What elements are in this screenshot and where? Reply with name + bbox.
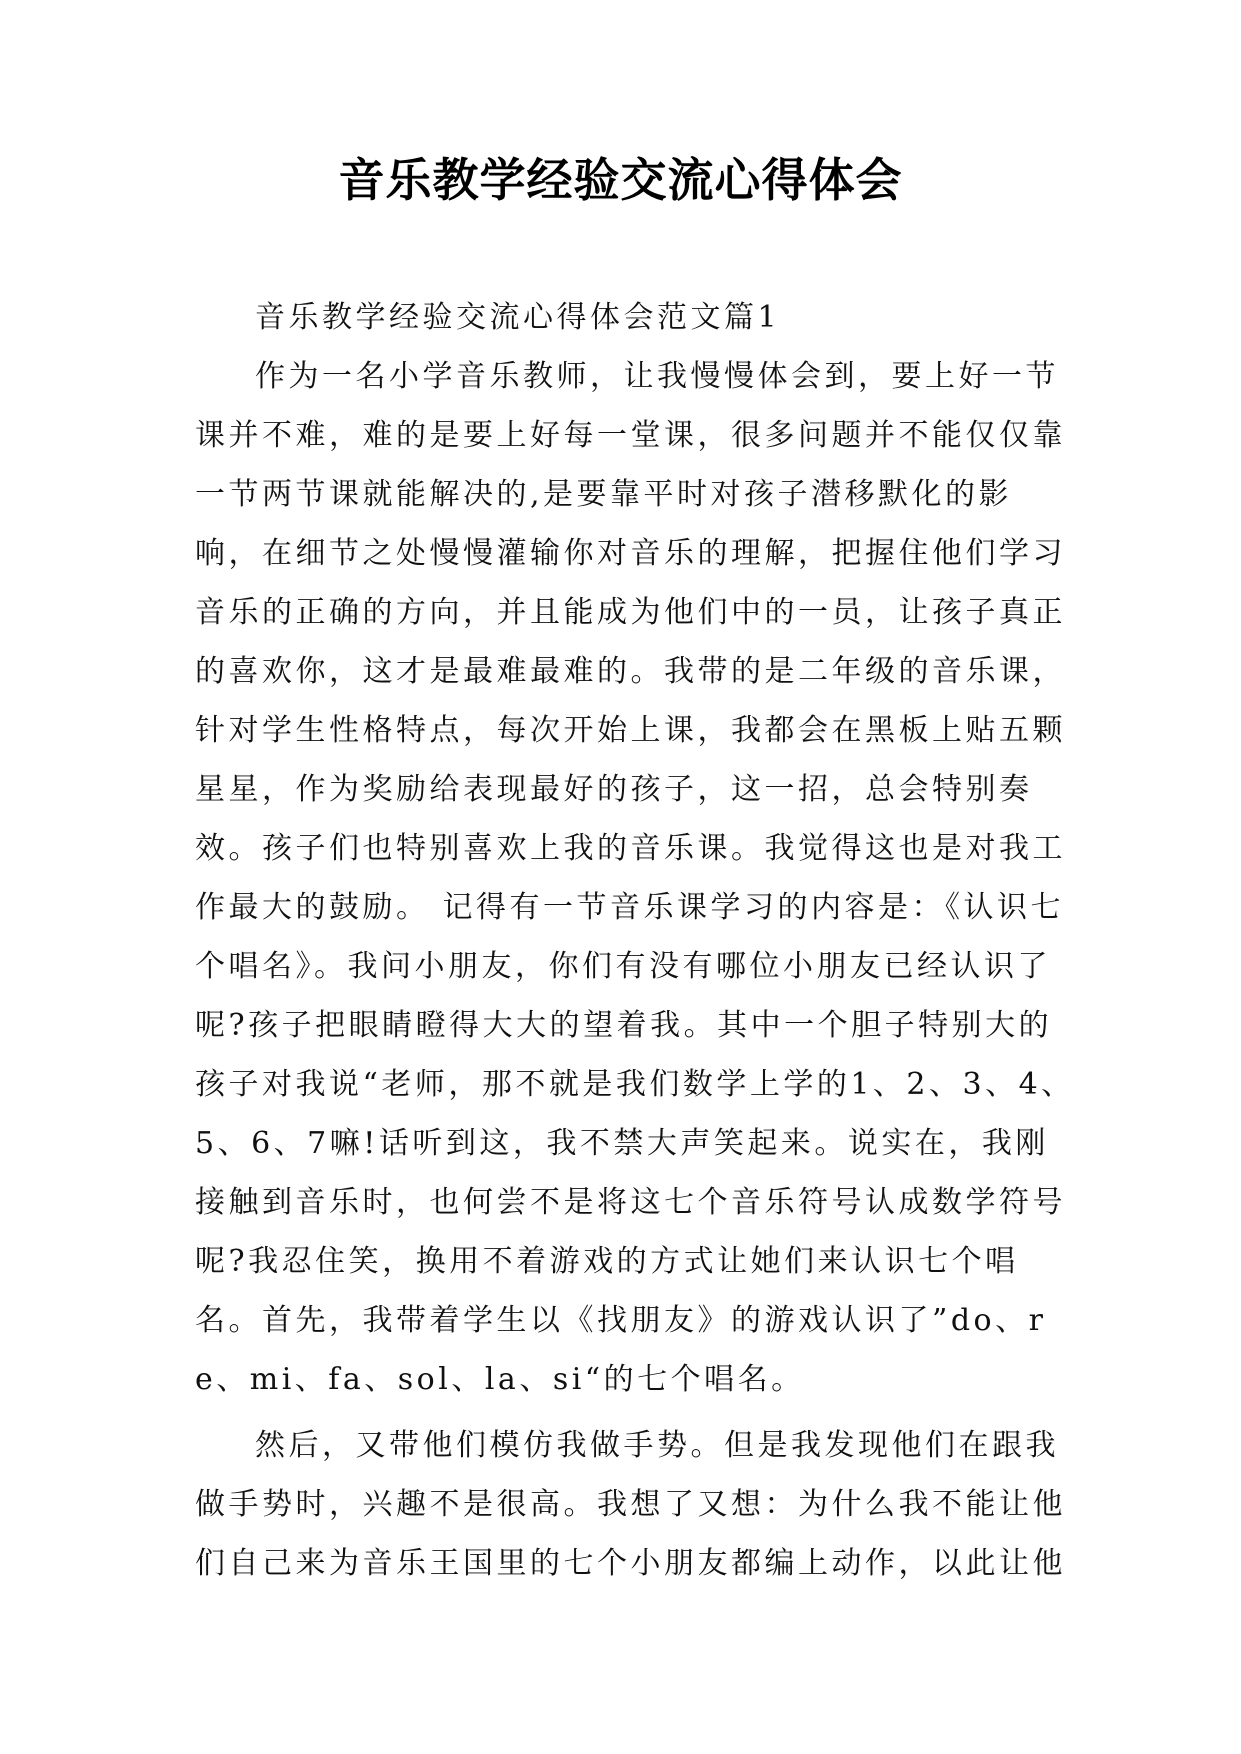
paragraph: 然后，又带他们模仿我做手势。但是我发现他们在跟我做手势时，兴趣不是很高。我想了又想：为什么我不能让他们自己来为音乐王国里的七个小朋友都编上动作，以此让他 — [195, 1428, 1066, 1581]
paragraph: 作为一名小学音乐教师，让我慢慢体会到，要上好一节课并不难，难的是要上好每一堂课，很多问题并不能仅仅靠一节两节课就能解决的,是要靠平时对孩子潜移默化的影响，在细节之处慢慢灌输你对音乐的理解，把握住他们学习音乐的正确的方向，并且能成为他们中的一员，让孩子真正的喜欢你，这才是最难最难的。我带的是二年级的音乐课，针对学生性格特点，每次开始上课，我都会在黑板上贴五颗星星，作为奖励给表现最好的孩子，这一招，总会特别奏效。孩子们也特别喜欢上我的音乐课。我觉得这也是对我工作最大的鼓励。 记得有一节音乐课学习的内容是：《认识七个唱名》。我问小朋友，你们有没有哪位小朋友已经认识了呢?孩子把眼睛瞪得大大的望着我。其中一个胆子特别大的孩子对我说“老师，那不就是我们数学上学的1、2、3、4、5、6、7嘛!话听到这，我不禁大声笑起来。说实在，我刚接触到音乐时，也何尝不是将这七个音乐符号认成数学符号呢?我忍住笑，换用不着游戏的方式让她们来认识七个唱名。首先，我带着学生以《找朋友》的游戏认识了”do、re、mi、fa、sol、la、si“的七个唱名。 — [195, 359, 1075, 1397]
paragraph-heading: 音乐教学经验交流心得体会范文篇1 — [255, 300, 781, 335]
document-title: 音乐教学经验交流心得体会 — [338, 153, 903, 207]
document-body — [195, 288, 1075, 1593]
